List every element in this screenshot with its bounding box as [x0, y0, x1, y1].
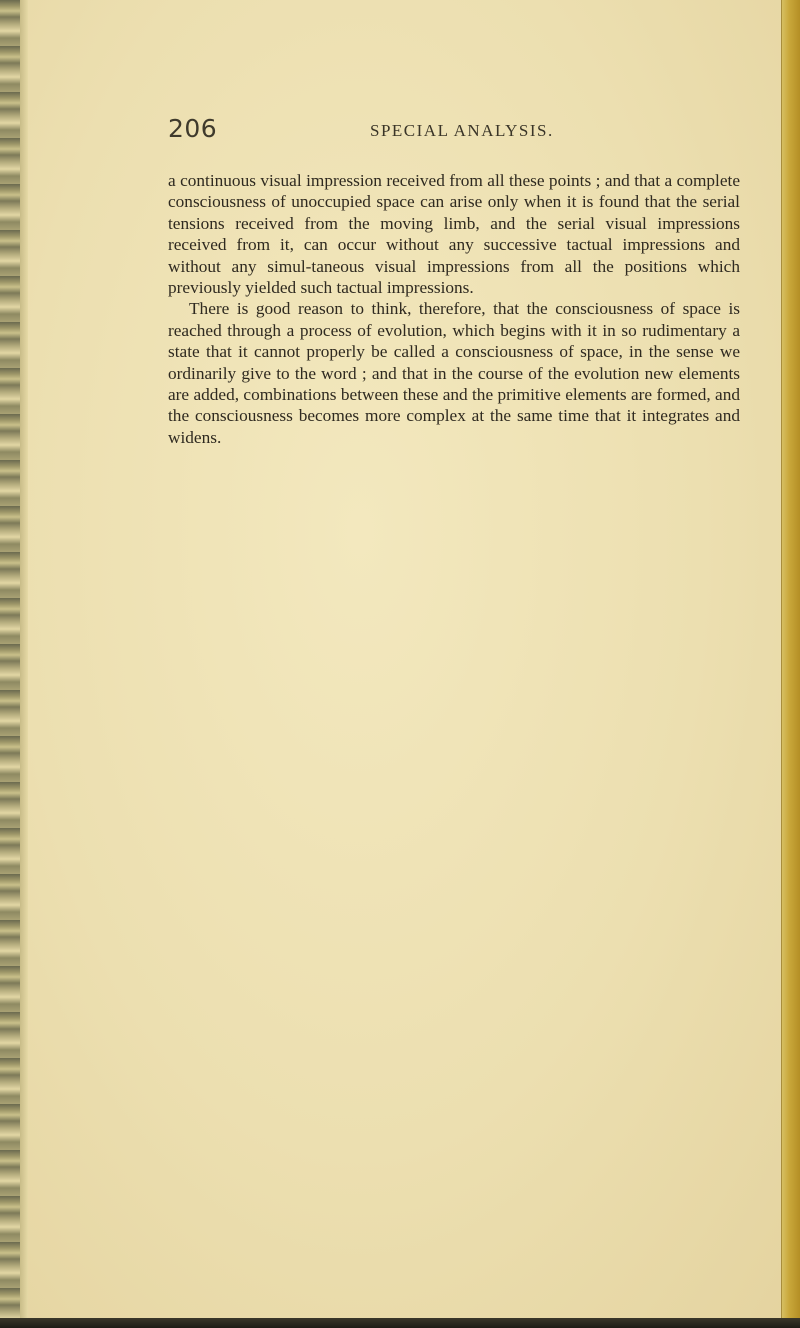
- paragraph-1: a continuous visual impression received from all these points ; and that a complete consciousness of unoccupied space can arise only when it is found that the serial tensions received from the moving limb, and the serial visual impressions received from it, can occur without any successive tactual impressions and without any simul-taneous visual impressions from all the positions which previously yielded such tactual impressions.: [168, 171, 740, 298]
- page-number: 206: [168, 114, 218, 143]
- page-header: [0, 114, 800, 154]
- binding-gutter: [0, 0, 20, 1328]
- body-text: [168, 170, 740, 448]
- page-edge-gilt: [782, 0, 800, 1328]
- paragraph-2: There is good reason to think, therefore, that the consciousness of space is reached through a process of evolution, which begins with it in so rudimentary a state that it cannot properly be called a consciousness of space, in the sense we ordinarily give to the word ; and that in the course of the evolution new elements are added, combinations between these and the primitive elements are formed, and the consciousness becomes more complex at the same time that it integrates and widens.: [168, 299, 740, 447]
- running-head: SPECIAL ANALYSIS.: [370, 121, 554, 140]
- bottom-edge: [0, 1318, 800, 1328]
- binding-shadow: [20, 0, 28, 1328]
